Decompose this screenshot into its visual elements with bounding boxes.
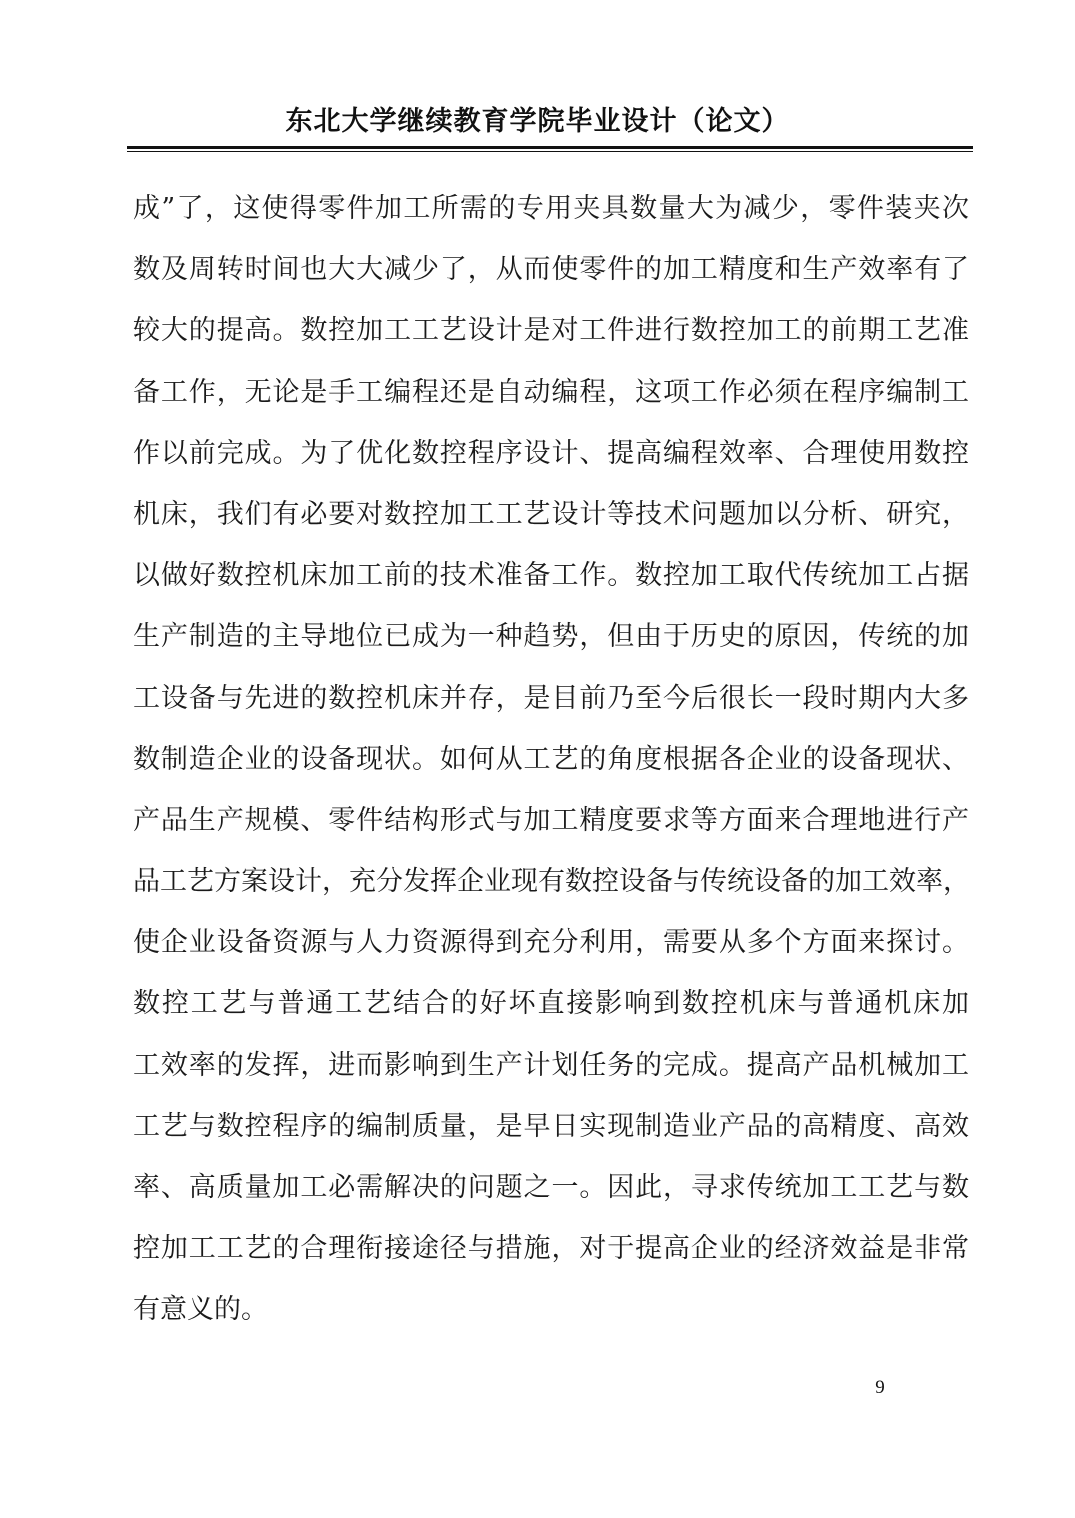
body-line: 率、高质量加工必需解决的问题之一。因此，寻求传统加工工艺与数 xyxy=(133,1172,969,1203)
header-rule-thin xyxy=(127,151,973,152)
body-line: 工设备与先进的数控机床并存，是目前乃至今后很长一段时期内大多 xyxy=(133,682,969,714)
header-rule-thick xyxy=(127,146,973,149)
body-line: 机床，我们有必要对数控加工工艺设计等技术问题加以分析、研究， xyxy=(133,498,969,530)
body-line: 备工作，无论是手工编程还是自动编程，这项工作必须在程序编制工 xyxy=(133,376,969,408)
body-line: 有意义的。 xyxy=(133,1294,268,1326)
body-line: 控加工工艺的合理衔接途径与措施，对于提高企业的经济效益是非常 xyxy=(133,1233,969,1265)
page-number: 9 xyxy=(875,1377,885,1398)
body-line: 以做好数控机床加工前的技术准备工作。数控加工取代传统加工占据 xyxy=(133,560,969,592)
body-text xyxy=(133,178,969,1341)
body-line: 产品生产规模、零件结构形式与加工精度要求等方面来合理地进行产 xyxy=(133,804,969,836)
body-line: 使企业设备资源与人力资源得到充分利用，需要从多个方面来探讨。 xyxy=(133,927,969,959)
body-line: 工艺与数控程序的编制质量，是早日实现制造业产品的高精度、高效 xyxy=(133,1110,969,1142)
body-line: 作以前完成。为了优化数控程序设计、提高编程效率、合理使用数控 xyxy=(133,437,969,469)
body-line: 较大的提高。数控加工工艺设计是对工件进行数控加工的前期工艺准 xyxy=(133,315,969,347)
body-line: 品工艺方案设计，充分发挥企业现有数控设备与传统设备的加工效率， xyxy=(133,866,970,898)
body-line: 生产制造的主导地位已成为一种趋势，但由于历史的原因，传统的加 xyxy=(133,621,969,653)
body-line: 工效率的发挥，进而影响到生产计划任务的完成。提高产品机械加工 xyxy=(133,1049,969,1081)
page-header-title: 东北大学继续教育学院毕业设计（论文） xyxy=(285,106,790,137)
body-line: 数制造企业的设备现状。如何从工艺的角度根据各企业的设备现状、 xyxy=(133,743,969,775)
body-line: 数及周转时间也大大减少了，从而使零件的加工精度和生产效率有了 xyxy=(133,254,969,286)
body-line: 成”了，这使得零件加工所需的专用夹具数量大为减少，零件装夹次 xyxy=(133,193,969,224)
body-line: 数控工艺与普通工艺结合的好坏直接影响到数控机床与普通机床加 xyxy=(133,988,969,1020)
